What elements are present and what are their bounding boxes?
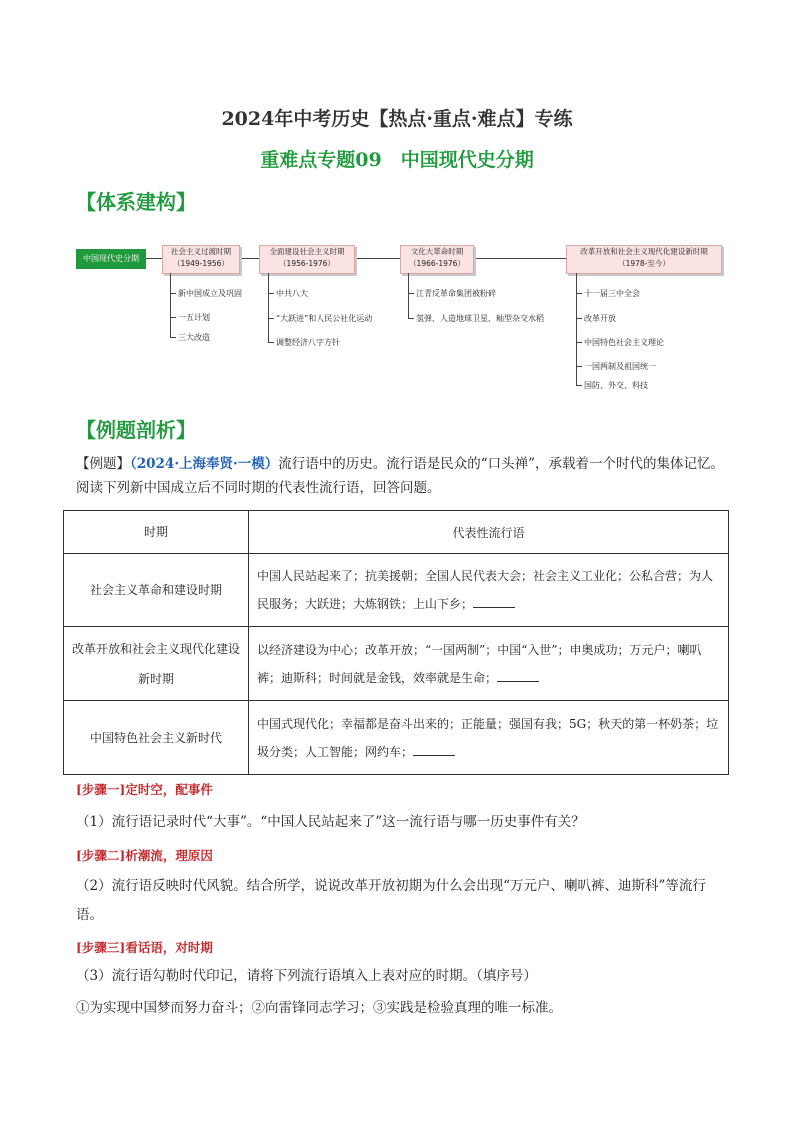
era-item: 中国特色社会主义理论: [584, 338, 664, 347]
row-period: 中国特色社会主义新时代: [64, 701, 249, 775]
row-phrases: [249, 701, 729, 775]
branch-tick: [170, 337, 176, 338]
step-1-label: [步骤一]定时空，配事件: [76, 782, 213, 797]
answer-blank[interactable]: [473, 595, 515, 608]
section-structure-heading: 【体系建构】: [76, 190, 196, 214]
era-years: （1966-1976）: [409, 259, 465, 268]
era-box-reform-opening: [566, 245, 722, 274]
era-item: 调整经济八字方针: [276, 338, 340, 347]
era-item: 十一届三中全会: [584, 289, 640, 298]
era-item: 新中国成立及巩固: [178, 289, 242, 298]
era-name: 改革开放和社会主义现代化建设新时期: [580, 247, 708, 256]
document-title: 2024年中考历史【热点·重点·难点】专练: [221, 108, 573, 130]
example-intro: [76, 452, 726, 500]
period-diagram: [0, 0, 794, 420]
era-name: 文化大革命时期: [410, 247, 464, 256]
example-label: 【例题】: [76, 456, 130, 472]
branch-tick: [576, 366, 582, 367]
row-phrases: [249, 627, 729, 701]
row-period: 社会主义革命和建设时期: [64, 554, 249, 627]
era-box-transition: [162, 245, 240, 274]
row-phrases-text: 以经济建设为中心；改革开放；“一国两制”；中国“入世”；申奥成功；万元户；喇叭裤；迪斯科；时间就是金钱，效率就是生命；: [257, 642, 702, 685]
question-2: （2）流行语反映时代风貌。结合所学，说说改革开放初期为什么会出现“万元户、喇叭裤、迪斯科”等流行语。: [76, 878, 706, 923]
branch-tick: [408, 318, 414, 319]
era-branch-line: [408, 273, 409, 318]
question-3: （3）流行语勾勒时代印记，请将下列流行语填入上表对应的时期。（填序号）: [76, 968, 537, 984]
row-phrases-text: 中国式现代化；幸福都是奋斗出来的；正能量；强国有我；5G；秋天的第一杯奶茶；垃圾分类；人工智能；网约车；: [257, 716, 719, 759]
era-box-full-construction: [259, 245, 355, 274]
branch-tick: [576, 318, 582, 319]
branch-tick: [576, 385, 582, 386]
era-years: （1978-至今）: [618, 259, 670, 268]
diagram-root: 中国现代史分期: [76, 249, 146, 269]
era-item: 中共八大: [276, 289, 308, 298]
branch-tick: [408, 293, 414, 294]
era-item: 一五计划: [178, 313, 210, 322]
branch-tick: [268, 342, 274, 343]
era-item: 三大改造: [178, 333, 210, 342]
question-3-options: ①为实现中国梦而努力奋斗；②向雷锋同志学习；③实践是检验真理的唯一标准。: [76, 1000, 562, 1016]
answer-blank[interactable]: [497, 669, 539, 682]
era-item: 氢弹、人造地球卫星、籼型杂交水稻: [416, 314, 544, 323]
table-row: [64, 701, 729, 775]
era-item: 改革开放: [584, 314, 616, 323]
era-branch-line: [170, 273, 171, 337]
branch-tick: [170, 317, 176, 318]
table-header-phrases: 代表性流行语: [249, 511, 729, 554]
document-subtitle: 重难点专题09 中国现代史分期: [260, 149, 534, 171]
question-1: （1）流行语记录时代“大事”。“中国人民站起来了”这一流行语与哪一历史事件有关？: [76, 814, 585, 830]
example-source: （2024·上海奉贤·一模）: [130, 456, 279, 472]
example-text-2: 阅读下列新中国成立后不同时期的代表性流行语，回答问题。: [76, 480, 441, 496]
table-row: [64, 554, 729, 627]
era-years: （1956-1976）: [279, 259, 335, 268]
era-years: （1949-1956）: [173, 259, 229, 268]
row-period: 改革开放和社会主义现代化建设新时期: [64, 627, 249, 701]
branch-tick: [268, 318, 274, 319]
branch-tick: [576, 342, 582, 343]
section-example-heading: 【例题剖析】: [76, 418, 196, 442]
slogan-table: [63, 510, 729, 775]
era-name: 社会主义过渡时期: [171, 247, 231, 256]
answer-blank[interactable]: [413, 743, 455, 756]
table-row: [64, 627, 729, 701]
table-header-period: 时期: [64, 511, 249, 554]
example-text-1: 流行语中的历史。流行语是民众的“口头禅”，承载着一个时代的集体记忆。: [278, 456, 725, 472]
step-2-label: [步骤二]析潮流，理原因: [76, 848, 213, 863]
step-3-label: [步骤三]看话语，对时期: [76, 940, 213, 955]
era-branch-line: [576, 273, 577, 385]
table-header-row: [64, 511, 729, 554]
era-item: 一国两制及祖国统一: [584, 362, 656, 371]
era-name: 全面建设社会主义时期: [269, 247, 345, 256]
era-item: “大跃进”和人民公社化运动: [276, 314, 373, 323]
era-item: 国防、外交、科技: [584, 381, 648, 390]
branch-tick: [576, 293, 582, 294]
row-phrases-text: 中国人民站起来了；抗美援朝；全国人民代表大会；社会主义工业化；公私合营；为人民服务；大跃进；大炼钢铁；上山下乡；: [257, 569, 714, 611]
era-item: 江青反革命集团被粉碎: [416, 289, 496, 298]
branch-tick: [268, 293, 274, 294]
row-phrases: [249, 554, 729, 627]
branch-tick: [170, 293, 176, 294]
era-box-cultural-revolution: [400, 245, 474, 274]
era-branch-line: [268, 273, 269, 342]
